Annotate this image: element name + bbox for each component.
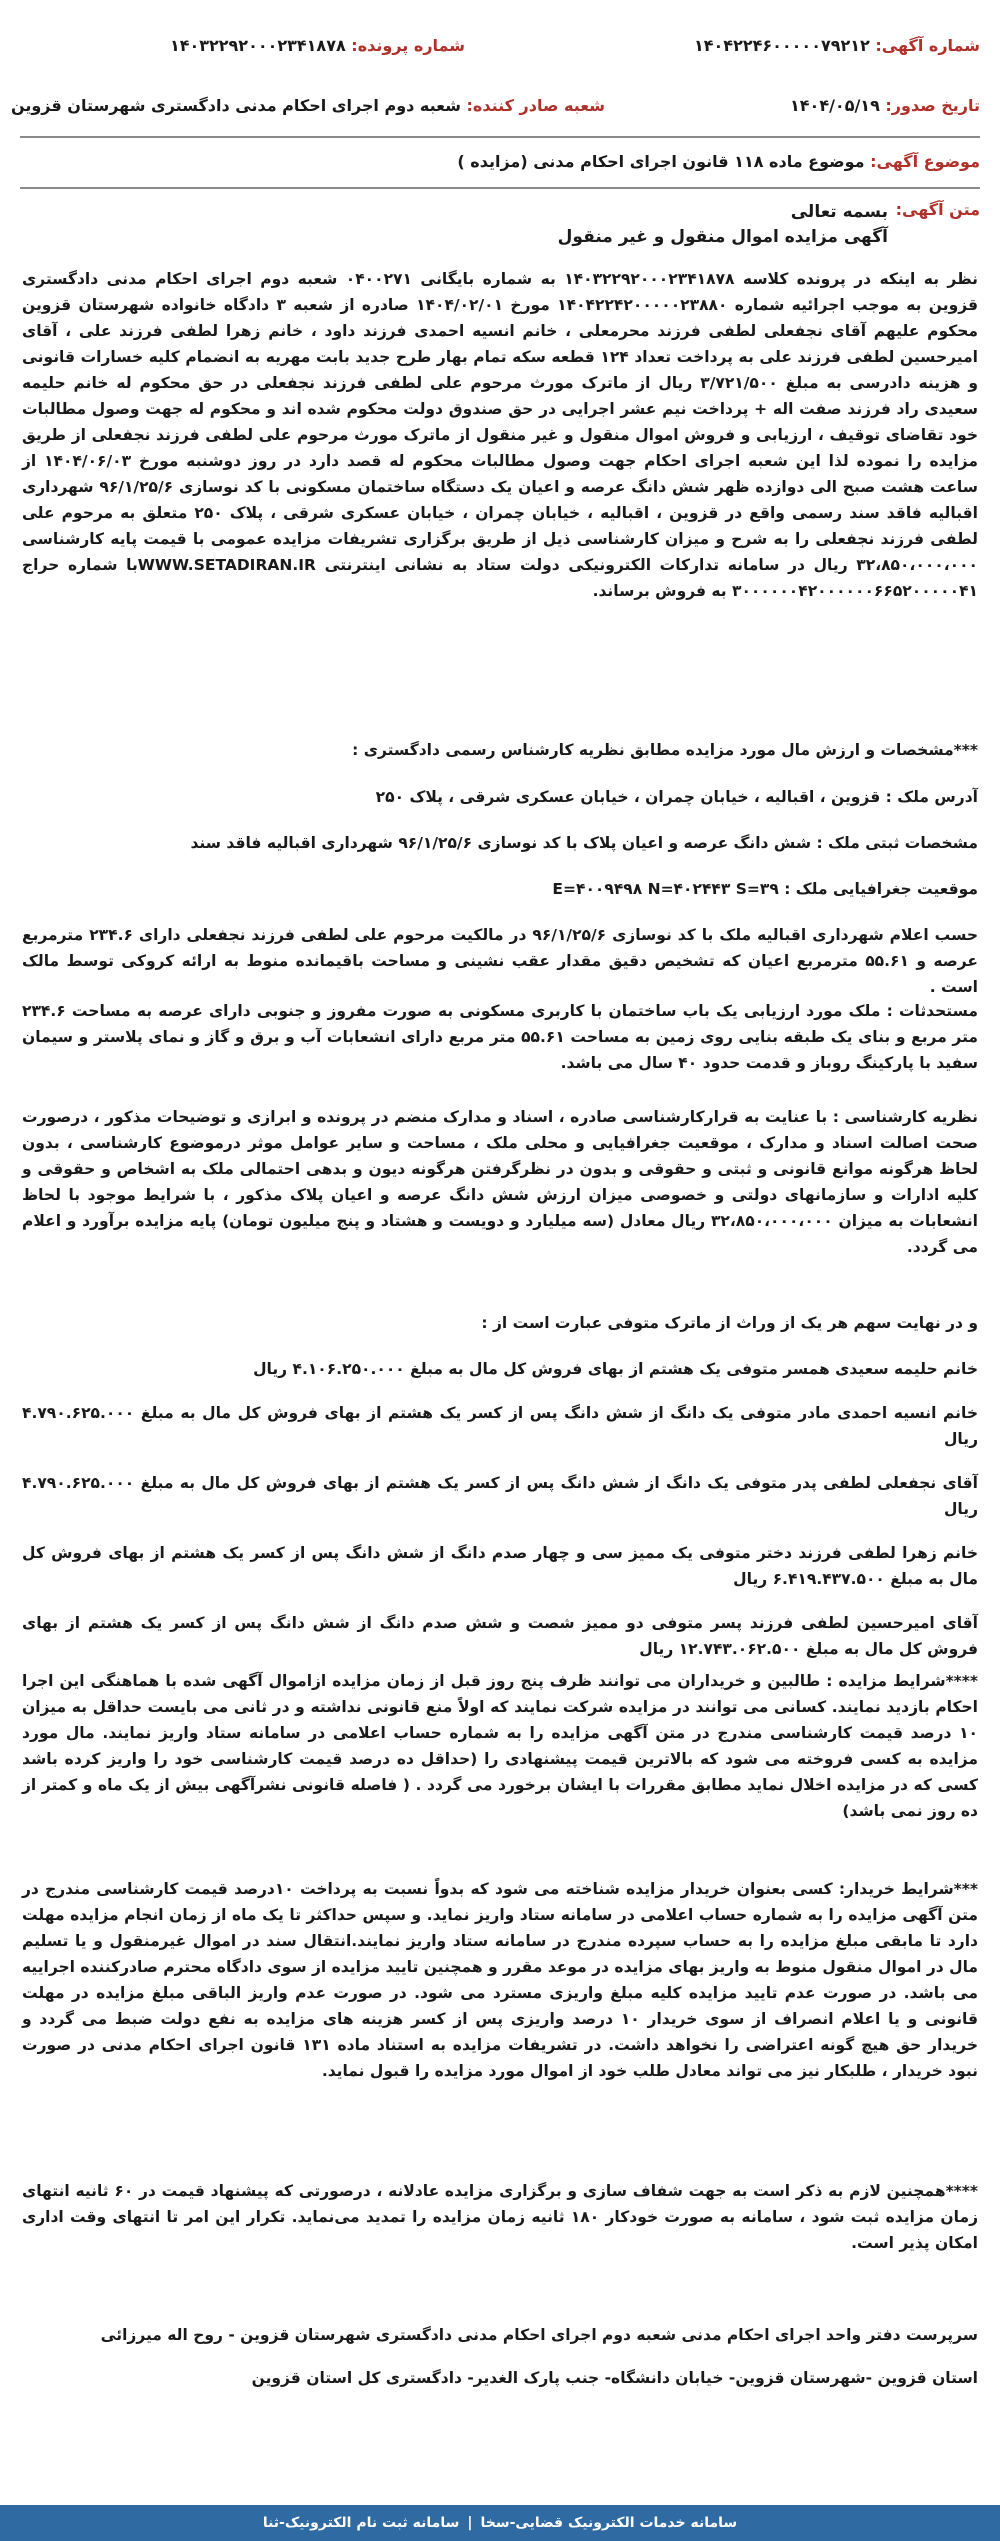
title-auction: آگهی مزایده اموال منقول و غیر منقول <box>557 227 888 247</box>
municipality-text: حسب اعلام شهرداری اقبالیه ملک با کد نوسازی ۹۶/۱/۲۵/۶ در مالکیت مرحوم علی لطفی فرزند نجفعلی دارای ۲۳۴.۶ مترمربع عرصه و ۵۵.۶۱ مترمربع اعیان که تشخیص دقیق مقدار عقب نشینی و مساحت باقیمانده منوط به ارائه کروکی توسط مالک است . <box>22 926 979 996</box>
specs-heading-text: ***مشخصات و ارزش مال مورد مزایده مطابق نظریه کارشناس رسمی دادگستری : <box>352 741 978 759</box>
sakha-link[interactable]: سامانه خدمات الکترونیک قضایی-سخا <box>480 2515 738 2531</box>
issuer-label: شعبه صادر کننده: <box>466 96 605 115</box>
footer-address-text: استان قزوین -شهرستان قزوین- خیابان دانشگاه- جنب پارک الغدیر- دادگستری کل استان قزوین <box>251 2369 978 2387</box>
issue-date-field <box>790 96 980 115</box>
address-text: آدرس ملک : قزوین ، اقبالیه ، خیابان چمران ، خیابان عسکری شرقی ، پلاک ۲۵۰ <box>375 788 978 806</box>
geo-text: موقعیت جغرافیایی ملک : E=۴۰۰۹۴۹۸ N=۴۰۲۴۴۳ S=۳۹ <box>552 880 978 898</box>
buyer-paragraph <box>22 1876 978 2084</box>
municipality-paragraph <box>22 922 978 1000</box>
registry-line <box>22 830 978 856</box>
specs-heading <box>22 737 978 763</box>
subject-field <box>457 152 980 171</box>
issuer: شعبه دوم اجرای احکام مدنی دادگستری شهرستان قزوین <box>10 96 461 115</box>
expert-text: نظریه کارشناسی : با عنایت به قرارکارشناسی صادره ، اسناد و مدارک منضم در پرونده و ابرازی و توضیحات مذکور ، درصورت صحت اصالت اسناد و مدارک ، موقعیت جغرافیایی و محلی ملک ، مساحت و سایر عوامل موثر درموضوع کارشناسی ، بدون لحاظ هرگونه موانع قانونی و ثبتی و حقوقی و بدون در نظرگرفتن هرگونه دیون و بدهی احتمالی ملک به اشخاص و حقوقی و کلیه ادارات و سازمانهای دولتی و خصوصی میزان ارزش شش دانگ عرصه و اعیان پلاک مذکور ، با شرایط موجود با لحاظ انشعابات به میزان ۳۲،۸۵۰،۰۰۰،۰۰۰ ریال معادل (سه میلیارد و دویست و هشتاد و پنج میلیون تومان) پایه مزایده برآورد و اعلام می گردد. <box>22 1108 978 1256</box>
description-paragraph <box>22 998 978 1076</box>
description-text: مستحدثات : ملک مورد ارزیابی یک باب ساختمان با کاربری مسکونی به صورت مفروز و جنوبی دارای عرصه به مساحت ۲۳۴.۶ متر مربع و بنای یک طبقه بنایی روی زمین به مساحت ۵۵.۶۱ متر مربع دارای انشعابات آب و برق و گاز و نمای پلاستر و سیمان سفید با پارکینگ روباز و قدمت حدود ۴۰ سال می باشد. <box>22 1002 978 1072</box>
geo-line <box>22 876 978 902</box>
heir-item: آقای امیرحسین لطفی فرزند پسر متوفی دو ممیز شصت و شش صدم دانگ از شش دانگ پس از کسر یک هشتم از بهای فروش کل مال به مبلغ ۱۲.۷۴۳.۰۶۲.۵۰۰ ریال <box>22 1614 978 1658</box>
registry-text: مشخصات ثبتی ملک : شش دانگ عرصه و اعیان پلاک با کد نوسازی ۹۶/۱/۲۵/۶ شهرداری اقبالیه فاقد سند <box>190 834 978 852</box>
conditions-paragraph <box>22 1668 978 1824</box>
heir-item: خانم حلیمه سعیدی همسر متوفی یک هشتم از بهای فروش کل مال به مبلغ ۴.۱۰۶.۲۵۰.۰۰۰ ریال <box>253 1360 978 1378</box>
text-label: متن آگهی: <box>895 200 980 219</box>
sana-link[interactable]: سامانه ثبت نام الکترونیک-ثنا <box>262 2515 460 2531</box>
ad-number-field <box>694 36 980 55</box>
case-number-label: شماره پرونده: <box>351 36 465 55</box>
subject-divider <box>20 187 980 189</box>
ad-number: ۱۴۰۴۲۲۴۶۰۰۰۰۰۷۹۲۱۲ <box>694 36 870 55</box>
heirs-list <box>22 1322 978 1662</box>
heir-item: خانم زهرا لطفی فرزند دختر متوفی یک ممیز سی و چهار صدم دانگ از شش دانگ پس از کسر یک هشتم از بهای فروش کل مال به مبلغ ۶.۴۱۹.۴۳۷.۵۰۰ ریال <box>22 1544 978 1588</box>
signature-text: سرپرست دفتر واحد اجرای احکام مدنی شعبه دوم اجرای احکام مدنی دادگستری شهرستان قزوین - روح اله میرزائی <box>100 2326 978 2344</box>
heir-item: آقای نجفعلی لطفی پدر متوفی یک دانگ از شش دانگ پس از کسر یک هشتم از بهای فروش کل مال به مبلغ ۴.۷۹۰.۶۲۵.۰۰۰ ریال <box>22 1474 978 1518</box>
expert-paragraph <box>22 1104 978 1260</box>
intro-text: نظر به اینکه در پرونده کلاسه ۱۴۰۳۲۲۹۲۰۰۰۲۳۴۱۸۷۸ به شماره بایگانی ۰۴۰۰۲۷۱ شعبه دوم اجرای احکام مدنی دادگستری قزوین به موجب اجرائیه شماره ۱۴۰۴۲۲۴۲۰۰۰۰۰۲۳۸۸۰ مورخ ۱۴۰۴/۰۲/۰۱ صادره از شعبه ۳ دادگاه خانواده شهرستان قزوین محکوم علیهم آقای نجفعلی لطفی فرزند محرمعلی ، خانم انسیه احمدی فرزند داود ، خانم زهرا لطفی فرزند علی ، آقای امیرحسین لطفی فرزند علی به پرداخت تعداد ۱۲۴ قطعه سکه تمام بهار طرح جدید بابت مهریه به انضمام کلیه خسارات قانونی و هزینه دادرسی به مبلغ ۳/۷۲۱/۵۰۰ ریال از ماترک مورث مرحوم علی لطفی فرزند نجفعلی در حق محکوم له خانم حلیمه سعیدی راد فرزند صفت اله + پرداخت نیم عشر اجرایی در حق صندوق دولت محکوم شده اند و محکوم له جهت وصول مطالبات خود تقاضای توقیف ، ارزیابی و فروش اموال منقول و غیر منقول از ماترک مورث مرحوم علی لطفی فرزند نجفعلی از طریق مزایده را نموده لذا این شعبه اجرای احکام جهت وصول مطالبات محکوم له قصد دارد در روز دوشنبه مورخ ۱۴۰۴/۰۶/۰۳ از ساعت هشت صبح الی دوازده ظهر شش دانگ عرصه و اعیان یک دستگاه ساختمان مسکونی با کد نوسازی ۹۶/۱/۲۵/۶ شهرداری اقبالیه فاقد سند رسمی واقع در قزوین ، اقبالیه ، خیابان چمران ، خیابان عسکری شرقی ، پلاک ۲۵۰ متعلق به مرحوم علی لطفی فرزند نجفعلی را به شرح و میزان کارشناسی ذیل از طریق برگزاری تشریفات مزایده عمومی با قیمت پایه کارشناسی ۳۲،۸۵۰،۰۰۰،۰۰۰ ریال در سامانه تدارکات الکترونیکی دولت ستاد به نشانی اینترنتی WWW.SETADIRAN.IRبا شماره حراج ۳۰۰۰۰۰۰۴۲۰۰۰۰۰۰۶۶۵۲۰۰۰۰۰۴۱ به فروش برساند. <box>22 270 979 600</box>
conditions-text: ****شرایط مزایده : طالبین و خریداران می توانند ظرف پنج روز قبل از زمان مزایده ازاموال آگهی شده با هماهنگی این اجرا احکام بازدید نمایند. کسانی می توانند در مزایده شرکت نمایند که اولاً منع قانونی نداشته و در ثانی می بایست حداقل به میزان ۱۰ درصد قیمت کارشناسی مندرج در متن آگهی مزایده را به شماره حساب اعلامی در سامانه ستاد واریز نمایند. مال مورد مزایده به کسی فروخته می شود که بالاترین قیمت پیشنهادی را (حداقل ده درصد قیمت کارشناسی خود را واریز کرده باشد کسی که در مزایده اخلال نماید مطابق مقررات با ایشان برخورد می گردد . ( فاصله قانونی نشرآگهی بیش از یک ماه و کمتر از ده روز نمی باشد) <box>22 1672 978 1820</box>
issue-date: ۱۴۰۴/۰۵/۱۹ <box>790 96 880 115</box>
heirs-heading-text: و در نهایت سهم هر یک از وراث از ماترک متوفی عبارت است از : <box>481 1314 978 1332</box>
address-line <box>22 784 978 810</box>
case-number: ۱۴۰۳۲۲۹۲۰۰۰۲۳۴۱۸۷۸ <box>169 36 346 55</box>
subject-value: موضوع ماده ۱۱۸ قانون اجرای احکام مدنی (مزایده ) <box>457 152 865 171</box>
issuer-field <box>11 96 605 115</box>
heir-item: خانم انسیه احمدی مادر متوفی یک دانگ از شش دانگ پس از کسر یک هشتم از بهای فروش کل مال به مبلغ ۴.۷۹۰.۶۲۵.۰۰۰ ریال <box>22 1404 978 1448</box>
title-bismillah: بسمه تعالی <box>790 202 888 222</box>
footer-address-line <box>22 2365 978 2391</box>
footer-separator: | <box>467 2515 473 2531</box>
footer-bar <box>0 2505 1000 2541</box>
case-number-field <box>170 36 465 55</box>
note-paragraph <box>22 2178 978 2256</box>
signature-line <box>22 2322 978 2348</box>
subject-label: موضوع آگهی: <box>870 152 980 171</box>
issue-date-label: تاریخ صدور: <box>885 96 980 115</box>
intro-paragraph <box>22 266 978 604</box>
header-divider <box>20 136 980 138</box>
ad-number-label: شماره آگهی: <box>875 36 980 55</box>
note-text: ****همچنین لازم به ذکر است به جهت شفاف سازی و برگزاری مزایده عادلانه ، درصورتی که پیشنهاد قیمت در ۶۰ ثانیه انتهای زمان مزایده ثبت شود ، سامانه به صورت خودکار ۱۸۰ ثانیه زمان مزایده را تمدید می‌نماید. تکرار این امر تا انتهای وقت اداری امکان پذیر است. <box>22 2182 978 2252</box>
buyer-text: ***شرایط خریدار: کسی بعنوان خریدار مزایده شناخته می شود که بدواً نسبت به پرداخت ۱۰درصد قیمت کارشناسی مندرج در متن آگهی مزایده را به شماره حساب اعلامی در سامانه ستاد واریز نماید. و سپس حداکثر تا یک ماه از زمان انجام مزایده مهلت دارد تا مابقی مبلغ مزایده را به حساب سپرده مندرج در سامانه ستاد واریز نمایند.انتقال سند در اموال غیرمنقول و یا تسلیم مال در اموال منقول منوط به واریز بهای مزایده در موعد مقرر و همچنین تایید مزایده از سوی دادگاه محترم صادرکننده اجراییه می باشد. در صورت عدم تایید مزایده کلیه مبلغ واریزی مسترد می شود. در صورت عدم واریز الباقی مبلغ مزایده در مهلت قانونی و یا اعلام انصراف از سوی خریدار ۱۰ درصد واریزی پس از کسر هزینه های مزایده به نفع دولت ضبط می گردد و خریدار حق هیچ گونه اعتراضی را نخواهد داشت. در تشریفات مزایده به استناد ماده ۱۳۱ قانون اجرای احکام مدنی در صورت نبود خریدار ، طلبکار نیز می تواند معادل طلب خود از اموال مورد مزایده را قبول نماید. <box>22 1880 979 2080</box>
